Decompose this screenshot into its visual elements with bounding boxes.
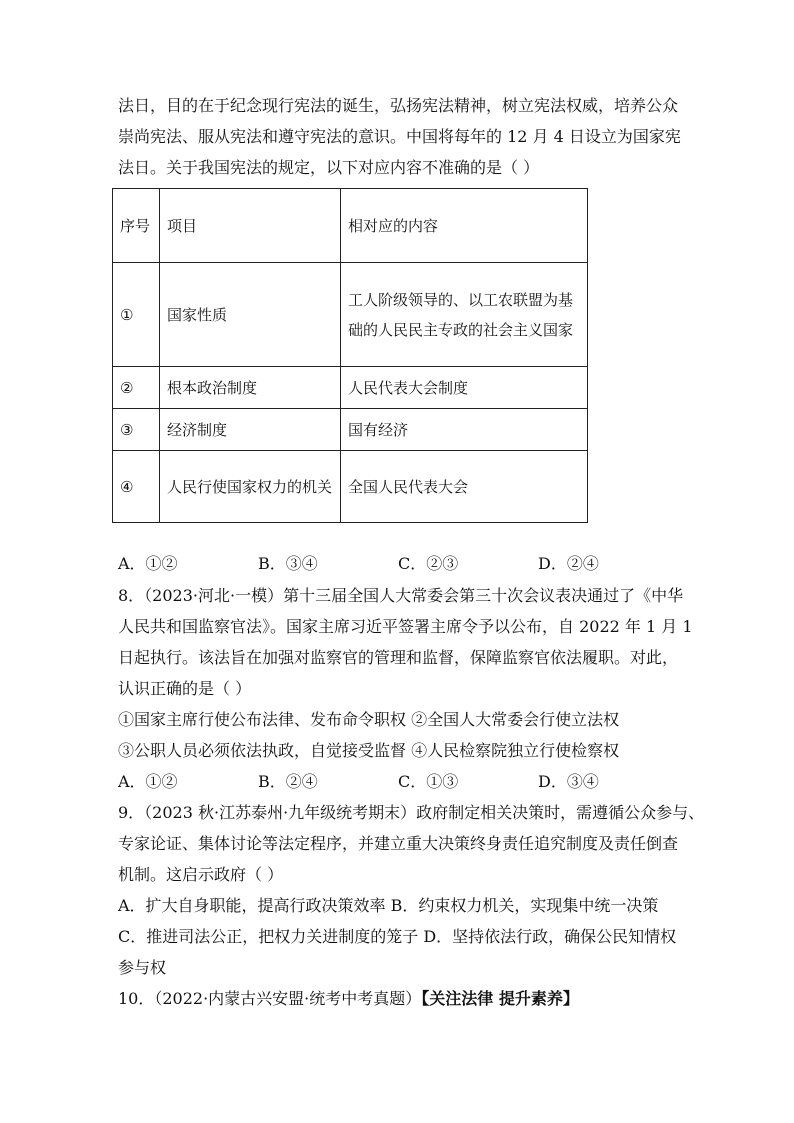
row-content: 人民代表大会制度: [341, 367, 588, 409]
q8-statement-3-4: ③公职人员必须依法执政，自觉接受监督 ④人民检察院独立行使检察权: [118, 741, 620, 760]
q7-option-b: B．③④: [258, 554, 318, 573]
constitution-table: [112, 188, 588, 523]
table-row: [113, 263, 588, 367]
intro-line-2: 崇尚宪法、服从宪法和遵守宪法的意识。中国将每年的 12 月 4 日设立为国家宪: [118, 127, 681, 146]
q10-header: [118, 989, 579, 1009]
q10-prefix: 10．（2022·内蒙古兴安盟·统考中考真题）: [118, 989, 422, 1008]
row-item: 经济制度: [160, 409, 341, 451]
header-item: 项目: [160, 189, 341, 263]
row-content: 全国人民代表大会: [341, 451, 588, 523]
q10-bold-title: 【关注法律 提升素养】: [421, 989, 579, 1008]
q9-line-2: 专家论证、集体讨论等法定程序，并建立重大决策终身责任追究制度及责任倒查: [118, 834, 679, 853]
q8-option-c: C．①③: [398, 772, 459, 791]
header-no: 序号: [113, 189, 160, 263]
header-content: 相对应的内容: [341, 189, 588, 263]
q8-line-2: 人民共和国监察官法》。国家主席习近平签署主席令予以公布，自 2022 年 1 月 1: [118, 617, 693, 636]
row-no: ①: [113, 263, 160, 367]
q8-option-a: A．①②: [118, 772, 178, 791]
q9-line-1: 9．（2023 秋·江苏泰州·九年级统考期末）政府制定相关决策时，需遵循公众参与、: [118, 803, 705, 822]
intro-line-1: 法日，目的在于纪念现行宪法的诞生，弘扬宪法精神，树立宪法权威，培养公众: [118, 96, 679, 115]
table-row: [113, 451, 588, 523]
row-no: ③: [113, 409, 160, 451]
row-item: 国家性质: [160, 263, 341, 367]
q7-option-a: A．①②: [118, 554, 178, 573]
q8-option-d: D．③④: [538, 772, 599, 791]
row-no: ②: [113, 367, 160, 409]
table-row: [113, 367, 588, 409]
row-content: 国有经济: [341, 409, 588, 451]
q8-option-b: B．②④: [258, 772, 318, 791]
row-no: ④: [113, 451, 160, 523]
q8-line-3: 日起执行。该法旨在加强对监察官的管理和监督，保障监察官依法履职。对此，: [118, 648, 679, 667]
q9-line-6: 参与权: [118, 958, 167, 977]
q8-line-4: 认识正确的是（ ）: [118, 679, 252, 698]
q9-line-3: 机制。这启示政府（ ）: [118, 865, 284, 884]
row-content: 工人阶级领导的、以工农联盟为基础的人民民主专政的社会主义国家: [341, 263, 588, 367]
table-row: [113, 409, 588, 451]
q9-option-c-d: C．推进司法公正，把权力关进制度的笼子 D．坚持依法行政，确保公民知情权: [118, 927, 677, 946]
row-item: 根本政治制度: [160, 367, 341, 409]
q7-option-d: D．②④: [538, 554, 599, 573]
intro-line-3: 法日。关于我国宪法的规定，以下对应内容不准确的是（ ）: [118, 158, 540, 177]
row-item: 人民行使国家权力的机关: [160, 451, 341, 523]
q9-option-a-b: A．扩大自身职能，提高行政决策效率 B．约束权力机关，实现集中统一决策: [118, 896, 659, 915]
q8-line-1: 8．（2023·河北·一模）第十三届全国人大常委会第三十次会议表决通过了《中华: [118, 586, 684, 605]
q7-option-c: C．②③: [398, 554, 459, 573]
table-header-row: [113, 189, 588, 263]
q8-statement-1-2: ①国家主席行使公布法律、发布命令职权 ②全国人大常委会行使立法权: [118, 710, 620, 729]
